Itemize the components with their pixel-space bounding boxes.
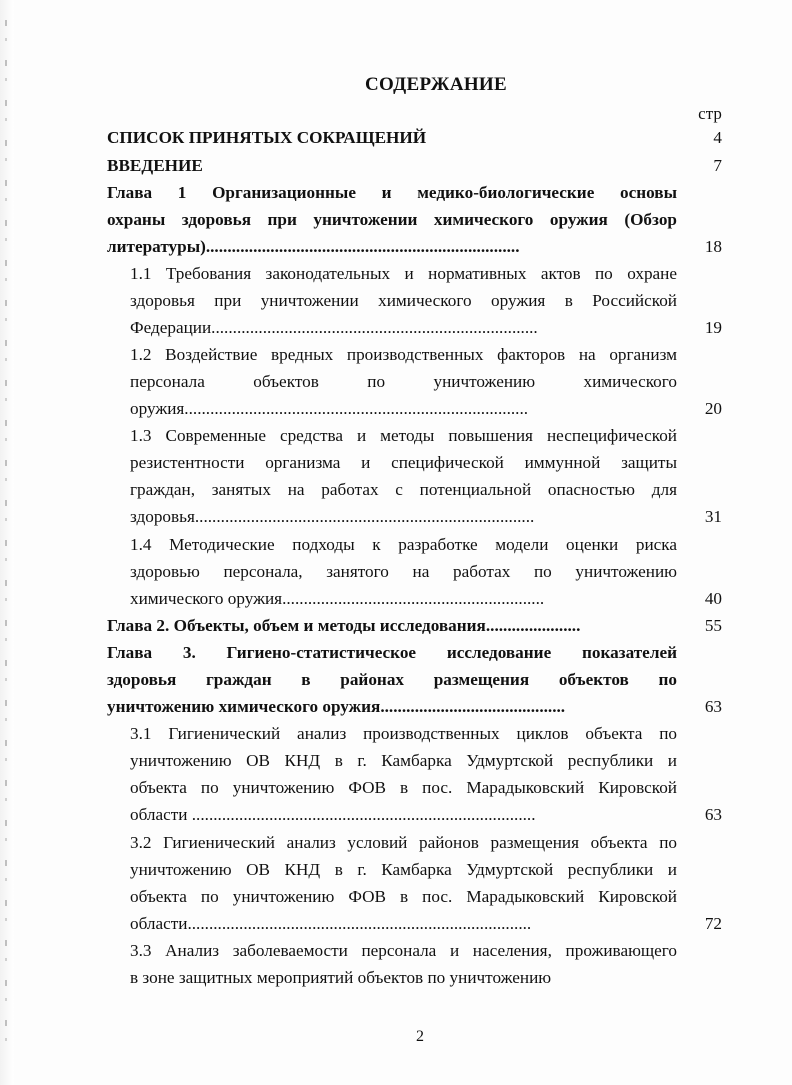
toc-line-text: здоровья............................................................................... bbox=[130, 507, 535, 527]
toc-page-number: 72 bbox=[704, 914, 722, 934]
toc-line-text: оружия................................................................................ bbox=[130, 399, 529, 419]
toc-page-number: 63 bbox=[704, 805, 722, 825]
toc-line-text: объекта по уничтожению ФОВ в пос. Марадыковский Кировской bbox=[130, 778, 677, 798]
toc-line-text: Глава 3. Гигиено-статистическое исследование показателей bbox=[107, 643, 677, 662]
toc-page-number: 40 bbox=[704, 589, 722, 609]
toc-line-text: химического оружия............................................................. bbox=[130, 589, 545, 609]
toc-line-text: 3.3 Анализ заболеваемости персонала и населения, проживающего bbox=[130, 941, 677, 960]
toc-line-text: в зоне защитных мероприятий объектов по уничтожению bbox=[130, 968, 552, 988]
page-column-header: стр bbox=[698, 104, 722, 123]
toc-page-number: 7 bbox=[713, 156, 722, 175]
toc-line-text: здоровья граждан в районах размещения объектов по bbox=[107, 670, 677, 690]
toc-line-text: уничтожению ОВ КНД в г. Камбарка Удмуртской республики и bbox=[130, 751, 677, 771]
toc-line-text: граждан, занятых на работах с потенциальной опасностью для bbox=[130, 480, 677, 500]
toc-line-text: охраны здоровья при уничтожении химического оружия (Обзор bbox=[107, 210, 677, 230]
toc-page-number: 55 bbox=[704, 616, 722, 635]
toc-page-number: 4 bbox=[713, 128, 722, 147]
toc-line-text: 3.1 Гигиенический анализ производственных циклов объекта по bbox=[130, 724, 677, 743]
toc-line-text: 3.2 Гигиенический анализ условий районов размещения объекта по bbox=[130, 833, 677, 852]
toc-line-text: здоровью персонала, занятого на работах по уничтожению bbox=[130, 562, 677, 582]
toc-line-text: персонала объектов по уничтожению химического bbox=[130, 372, 677, 392]
toc-line-text: Федерации............................................................................ bbox=[130, 318, 538, 338]
toc-page-number: 19 bbox=[704, 318, 722, 338]
toc-line-text: области ................................................................................ bbox=[130, 805, 536, 825]
toc-page-number: 20 bbox=[704, 399, 722, 419]
toc-line-text: Глава 1 Организационные и медико-биологические основы bbox=[107, 183, 677, 202]
toc-line-text: Глава 2. Объекты, объем и методы исследования...................... bbox=[107, 616, 581, 635]
toc-line-text: 1.4 Методические подходы к разработке модели оценки риска bbox=[130, 535, 677, 554]
toc-line-text: 1.3 Современные средства и методы повышения неспецифической bbox=[130, 426, 677, 445]
toc-page-number: 63 bbox=[704, 697, 722, 717]
toc-line-text: СПИСОК ПРИНЯТЫХ СОКРАЩЕНИЙ bbox=[107, 128, 427, 147]
page-title: СОДЕРЖАНИЕ bbox=[365, 74, 507, 95]
page-number: 2 bbox=[416, 1028, 424, 1045]
toc-page-number: 31 bbox=[704, 507, 722, 527]
toc-line-text: ВВЕДЕНИЕ bbox=[107, 156, 203, 175]
toc-page-number: 18 bbox=[704, 237, 722, 257]
toc-line-text: 1.2 Воздействие вредных производственных факторов на организм bbox=[130, 345, 677, 364]
toc-line-text: уничтожению ОВ КНД в г. Камбарка Удмуртской республики и bbox=[130, 860, 677, 880]
toc-line-text: уничтожению химического оружия........................................... bbox=[107, 697, 566, 717]
toc-line-text: резистентности организма и специфической иммунной защиты bbox=[130, 453, 677, 473]
toc-line-text: литературы)......................................................................... bbox=[107, 237, 520, 257]
toc-line-text: объекта по уничтожению ФОВ в пос. Марадыковский Кировской bbox=[130, 887, 677, 907]
toc-line-text: области................................................................................ bbox=[130, 914, 532, 934]
scan-edge-artifact bbox=[0, 0, 14, 1085]
toc-line-text: 1.1 Требования законодательных и нормативных актов по охране bbox=[130, 264, 677, 283]
toc-line-text: здоровья при уничтожении химического оружия в Российской bbox=[130, 291, 677, 311]
